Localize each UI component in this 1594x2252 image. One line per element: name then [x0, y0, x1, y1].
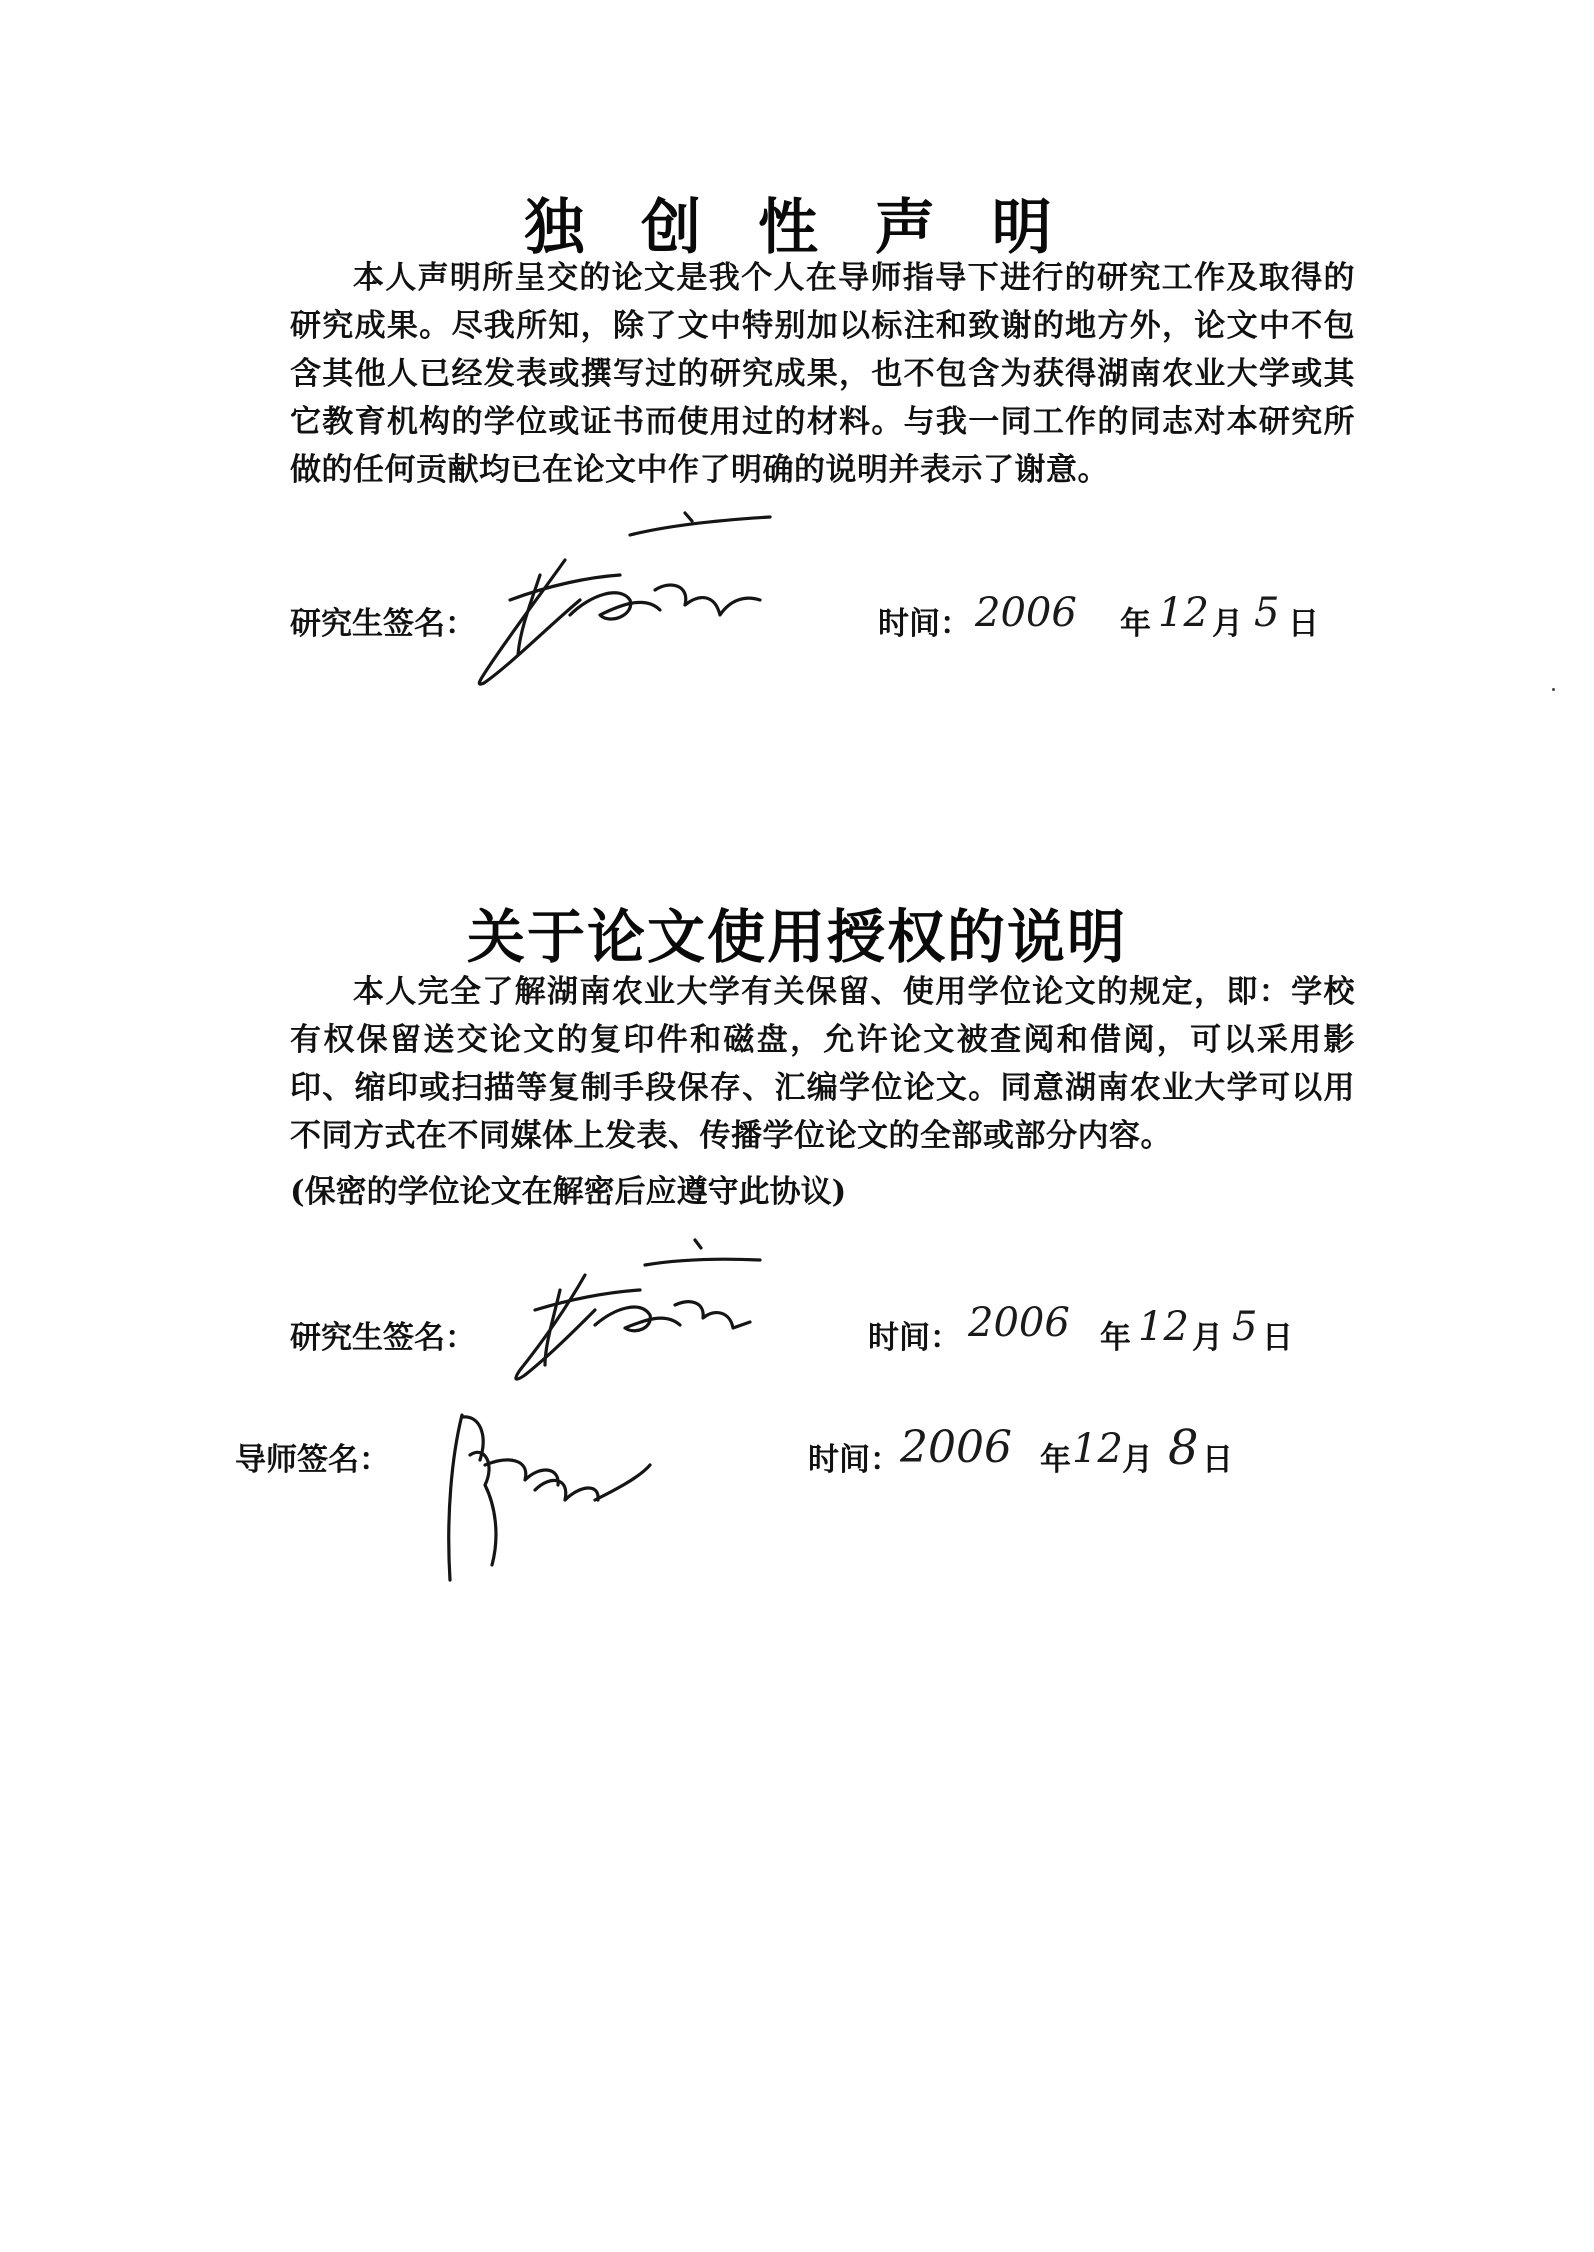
declaration-date-year: 2006	[975, 590, 1077, 636]
advisor-date-day: 8	[1168, 1420, 1199, 1476]
authorization-body: 本人完全了解湖南农业大学有关保留、使用学位论文的规定，即：学校有权保留送交论文的复印件和磁盘，允许论文被查阅和借阅，可以采用影印、缩印或扫描等复制手段保存、汇编学位论文。同意湖南农业大学可以用不同方式在不同媒体上发表、传播学位论文的全部或部分内容。	[290, 974, 1355, 1154]
authorization-student-date-month: 12	[1138, 1304, 1189, 1350]
declaration-date-label: 时间：	[878, 606, 971, 642]
declaration-signature-label: 研究生签名：	[290, 606, 476, 642]
authorization-student-signature-label: 研究生签名：	[290, 1320, 476, 1356]
authorization-paragraph	[290, 968, 1355, 1160]
declaration-date-day-unit: 日	[1288, 606, 1319, 642]
authorization-student-date-month-unit: 月	[1192, 1320, 1223, 1356]
advisor-date-year: 2006	[900, 1422, 1012, 1473]
declaration-paragraph	[290, 254, 1355, 494]
advisor-signature	[440, 1405, 670, 1590]
declaration-body: 本人声明所呈交的论文是我个人在导师指导下进行的研究工作及取得的研究成果。尽我所知，除了文中特别加以标注和致谢的地方外，论文中不包含其他人已经发表或撰写过的研究成果，也不包含为获得湖南农业大学或其它教育机构的学位或证书而使用过的材料。与我一同工作的同志对本研究所做的任何贡献均已在论文中作了明确的说明并表示了谢意。	[290, 260, 1355, 488]
authorization-student-date-year-unit: 年	[1100, 1320, 1131, 1356]
advisor-signature-label: 导师签名：	[235, 1442, 390, 1478]
authorization-student-date-year: 2006	[968, 1300, 1070, 1346]
confidentiality-note: (保密的学位论文在解密后应遵守此协议)	[290, 1174, 847, 1210]
declaration-date-month-unit: 月	[1212, 606, 1243, 642]
advisor-date-year-unit: 年	[1040, 1442, 1071, 1478]
advisor-date-month: 12	[1072, 1426, 1123, 1472]
authorization-student-signature	[505, 1230, 785, 1390]
advisor-date-day-unit: 日	[1202, 1442, 1233, 1478]
declaration-date-year-unit: 年	[1120, 606, 1151, 642]
authorization-student-date-label: 时间：	[868, 1320, 961, 1356]
declaration-student-signature	[470, 505, 800, 695]
advisor-date-label: 时间：	[808, 1442, 901, 1478]
declaration-date-month: 12	[1158, 590, 1209, 636]
declaration-title: 独 创 性 声 明	[524, 193, 1070, 263]
authorization-title: 关于论文使用授权的说明	[466, 903, 1127, 971]
scan-speck	[1552, 688, 1555, 691]
advisor-date-month-unit: 月	[1122, 1442, 1153, 1478]
authorization-student-date-day-unit: 日	[1262, 1320, 1293, 1356]
declaration-date-day: 5	[1254, 590, 1280, 636]
authorization-student-date-day: 5	[1232, 1304, 1258, 1350]
